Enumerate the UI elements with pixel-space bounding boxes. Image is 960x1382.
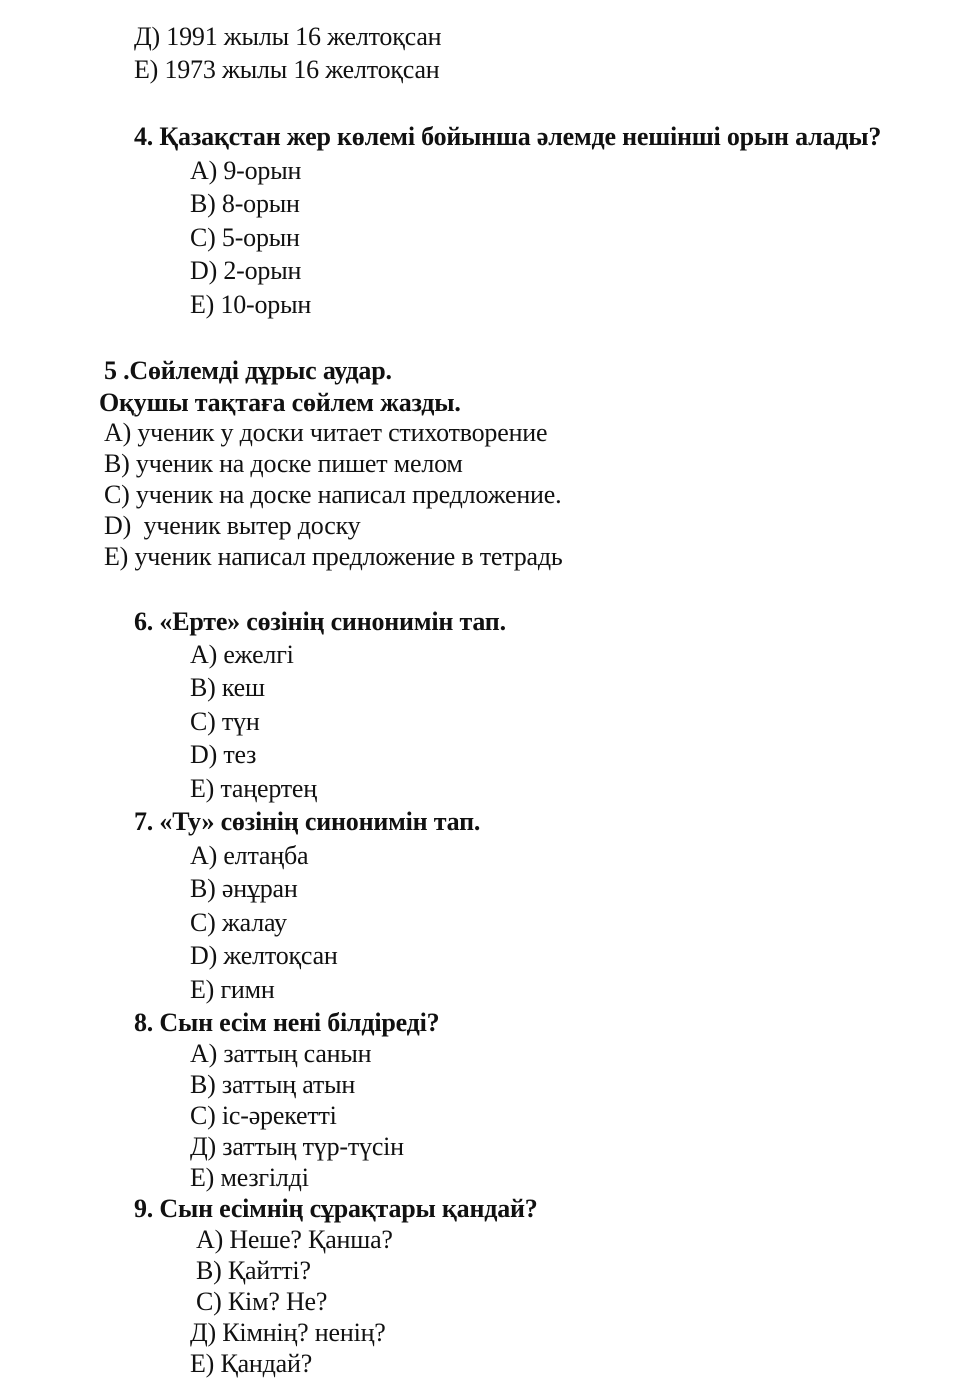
q8-option-c: С) іс-әрекетті xyxy=(190,1101,337,1130)
q8-option-a: А) заттың санын xyxy=(190,1039,372,1068)
q4-option-a: А) 9-орын xyxy=(190,156,302,185)
q6-option-d: D) тез xyxy=(190,740,257,769)
q7-option-c: С) жалау xyxy=(190,908,287,937)
q7-option-b: В) әнұран xyxy=(190,874,298,903)
q8-option-d: Д) заттың түр-түсін xyxy=(190,1132,404,1161)
q5-option-a: А) ученик у доски читает стихотворение xyxy=(104,418,548,447)
q7-option-e: Е) гимн xyxy=(190,975,275,1004)
q3-option-e: Е) 1973 жылы 16 желтоқсан xyxy=(134,55,440,84)
q6-option-b: В) кеш xyxy=(190,673,265,702)
q8-option-b: В) заттың атын xyxy=(190,1070,356,1099)
q5-sentence: Оқушы тақтаға сөйлем жазды. xyxy=(99,388,461,417)
q3-option-d: Д) 1991 жылы 16 желтоқсан xyxy=(134,22,442,51)
q8-option-e: Е) мезгілді xyxy=(190,1163,309,1192)
q5-question: 5 .Сөйлемді дұрыс аудар. xyxy=(104,356,392,385)
q5-option-b: В) ученик на доске пишет мелом xyxy=(104,449,463,478)
q4-option-d: D) 2-орын xyxy=(190,256,302,285)
q8-question: 8. Сын есім нені білдіреді? xyxy=(134,1008,440,1037)
q6-option-e: Е) таңертең xyxy=(190,774,317,803)
q7-question: 7. «Ту» сөзінің синонимін тап. xyxy=(134,807,481,836)
q9-option-a: А) Неше? Қанша? xyxy=(196,1225,393,1254)
q9-option-d: Д) Кімнің? ненің? xyxy=(190,1318,386,1347)
q5-option-e: Е) ученик написал предложение в тетрадь xyxy=(104,542,563,571)
q4-option-e: Е) 10-орын xyxy=(190,290,312,319)
q9-option-b: В) Қайтті? xyxy=(196,1256,311,1285)
q6-question: 6. «Ерте» сөзінің синонимін тап. xyxy=(134,607,506,636)
q4-option-c: С) 5-орын xyxy=(190,223,300,252)
q7-option-d: D) желтоқсан xyxy=(190,941,338,970)
q5-option-d: D) ученик вытер доску xyxy=(104,511,361,540)
q4-question: 4. Қазақстан жер көлемі бойынша әлемде нешінші орын алады? xyxy=(134,122,882,151)
q9-option-e: Е) Қандай? xyxy=(190,1349,313,1378)
q5-option-c: С) ученик на доске написал предложение. xyxy=(104,480,562,509)
q4-option-b: В) 8-орын xyxy=(190,189,300,218)
q6-option-a: А) ежелгі xyxy=(190,640,294,669)
q9-question: 9. Сын есімнің сұрақтары қандай? xyxy=(134,1194,538,1223)
q7-option-a: А) елтаңба xyxy=(190,841,309,870)
q9-option-c: С) Кім? Не? xyxy=(196,1287,328,1316)
q6-option-c: С) түн xyxy=(190,707,260,736)
